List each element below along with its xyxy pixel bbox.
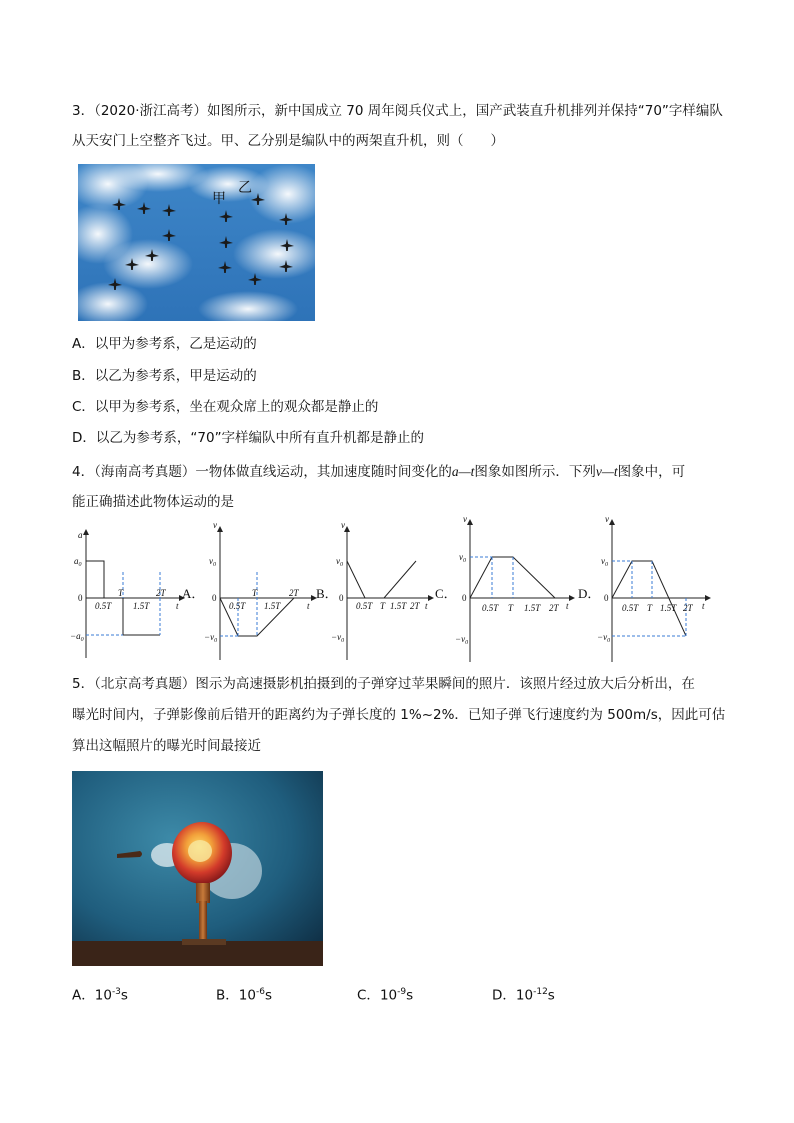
q5-stem-line1: 5．（北京高考真题）图示为高速摄影机拍摄到的子弹穿过苹果瞬间的照片．该照片经过放大后分析出，在 <box>72 676 695 692</box>
svg-text:0: 0 <box>462 593 467 603</box>
q3-option-c: C．以甲为参考系，坐在观众席上的观众都是静止的 <box>72 399 379 415</box>
svg-text:1.5T: 1.5T <box>524 603 541 613</box>
svg-text:2T: 2T <box>683 603 693 613</box>
svg-text:0.5T: 0.5T <box>95 601 112 611</box>
svg-text:t: t <box>425 601 428 611</box>
svg-text:t: t <box>702 601 705 611</box>
svg-text:2T: 2T <box>289 588 299 598</box>
svg-text:v0: $v_0$ <box>601 556 608 568</box>
q4-stem-line1: 4．（海南高考真题）一物体做直线运动，其加速度随时间变化的a—t图象如图所示．下列v—t图象中，可 <box>72 464 686 480</box>
svg-text:v: v <box>213 520 217 530</box>
svg-text:0.5T: 0.5T <box>229 601 246 611</box>
svg-text:0.5T: 0.5T <box>622 603 639 613</box>
svg-text:2T: 2T <box>549 603 559 613</box>
q5-option-c: C．$10^{-9}s$ <box>357 987 414 1004</box>
svg-text:a: a <box>78 530 83 540</box>
q3-option-d: D．以乙为参考系，“70”字样编队中所有直升机都是静止的 <box>72 430 425 446</box>
q3-option-a: A．以甲为参考系，乙是运动的 <box>72 336 257 352</box>
svg-text:2T: 2T <box>410 601 420 611</box>
svg-text:v: v <box>605 514 609 524</box>
choice-a-letter: A． <box>182 586 205 601</box>
svg-text:1.5T: 1.5T <box>390 601 407 611</box>
v-t-graph-c <box>470 520 574 662</box>
svg-text:1.5T: 1.5T <box>660 603 677 613</box>
label-jia: 甲 <box>212 191 226 207</box>
v-t-graph-b <box>347 527 433 660</box>
svg-text:−v0: $-v_0$ <box>455 634 469 646</box>
svg-text:t: t <box>566 601 569 611</box>
q3-helicopter-photo <box>78 164 315 321</box>
svg-text:−v0: $-v_0$ <box>331 632 345 644</box>
svg-text:v0: $v_0$ <box>336 556 343 568</box>
svg-text:1.5T: 1.5T <box>133 601 150 611</box>
svg-text:T: T <box>508 603 514 613</box>
q3-stem-line2: 从天安门上空整齐飞过。甲、乙分别是编队中的两架直升机，则（ ） <box>72 133 504 149</box>
choice-b-letter: B． <box>316 586 338 601</box>
svg-text:v0: $v_0$ <box>209 556 216 568</box>
svg-text:T: T <box>252 588 258 598</box>
label-yi: 乙 <box>238 180 252 196</box>
svg-text:2T: 2T <box>156 588 166 598</box>
q5-stem-line3: 算出这幅照片的曝光时间最接近 <box>72 738 261 754</box>
svg-text:0: 0 <box>78 593 83 603</box>
q5-option-d: D．$10^{-12}s$ <box>492 987 555 1004</box>
svg-text:1.5T: 1.5T <box>264 601 281 611</box>
q5-option-a: A．$10^{-3}s$ <box>72 987 128 1004</box>
a-t-graph <box>86 530 184 658</box>
svg-text:−a0: $-a_0$ <box>70 631 84 643</box>
v-t-graph-a <box>220 527 316 660</box>
svg-text:T: T <box>118 588 124 598</box>
q4-stem-line2: 能正确描述此物体运动的是 <box>72 494 234 510</box>
svg-text:v: v <box>463 514 467 524</box>
svg-text:v: v <box>341 520 345 530</box>
svg-text:−v0: $-v_0$ <box>204 632 218 644</box>
q3-stem-line1: 3．（2020·浙江高考）如图所示，新中国成立 70 周年阅兵仪式上，国产武装直升机排列并保持“70”字样编队 <box>72 103 723 119</box>
v-t-graph-d <box>612 520 710 662</box>
svg-text:0: 0 <box>212 593 217 603</box>
q3-option-b: B．以乙为参考系，甲是运动的 <box>72 368 257 384</box>
svg-text:0: 0 <box>339 593 344 603</box>
svg-text:T: T <box>380 601 386 611</box>
choice-d-letter: D． <box>578 586 601 601</box>
svg-text:t: t <box>307 601 310 611</box>
choice-c-letter: C． <box>435 586 457 601</box>
q5-stem-line2: 曝光时间内，子弹影像前后错开的距离约为子弹长度的 1%~2%．已知子弹飞行速度约为 500m/s，因此可估 <box>72 707 726 723</box>
q4-graphs <box>0 514 794 664</box>
svg-text:t: t <box>176 601 179 611</box>
svg-text:−v0: $-v_0$ <box>597 632 611 644</box>
svg-text:0.5T: 0.5T <box>356 601 373 611</box>
svg-text:a0: $a_0$ <box>74 556 82 568</box>
svg-text:0: 0 <box>604 593 609 603</box>
svg-text:v0: $v_0$ <box>459 552 466 564</box>
svg-text:T: T <box>647 603 653 613</box>
svg-text:0.5T: 0.5T <box>482 603 499 613</box>
q5-bullet-apple-photo <box>72 771 323 966</box>
q5-option-b: B．$10^{-6}s$ <box>216 987 272 1004</box>
